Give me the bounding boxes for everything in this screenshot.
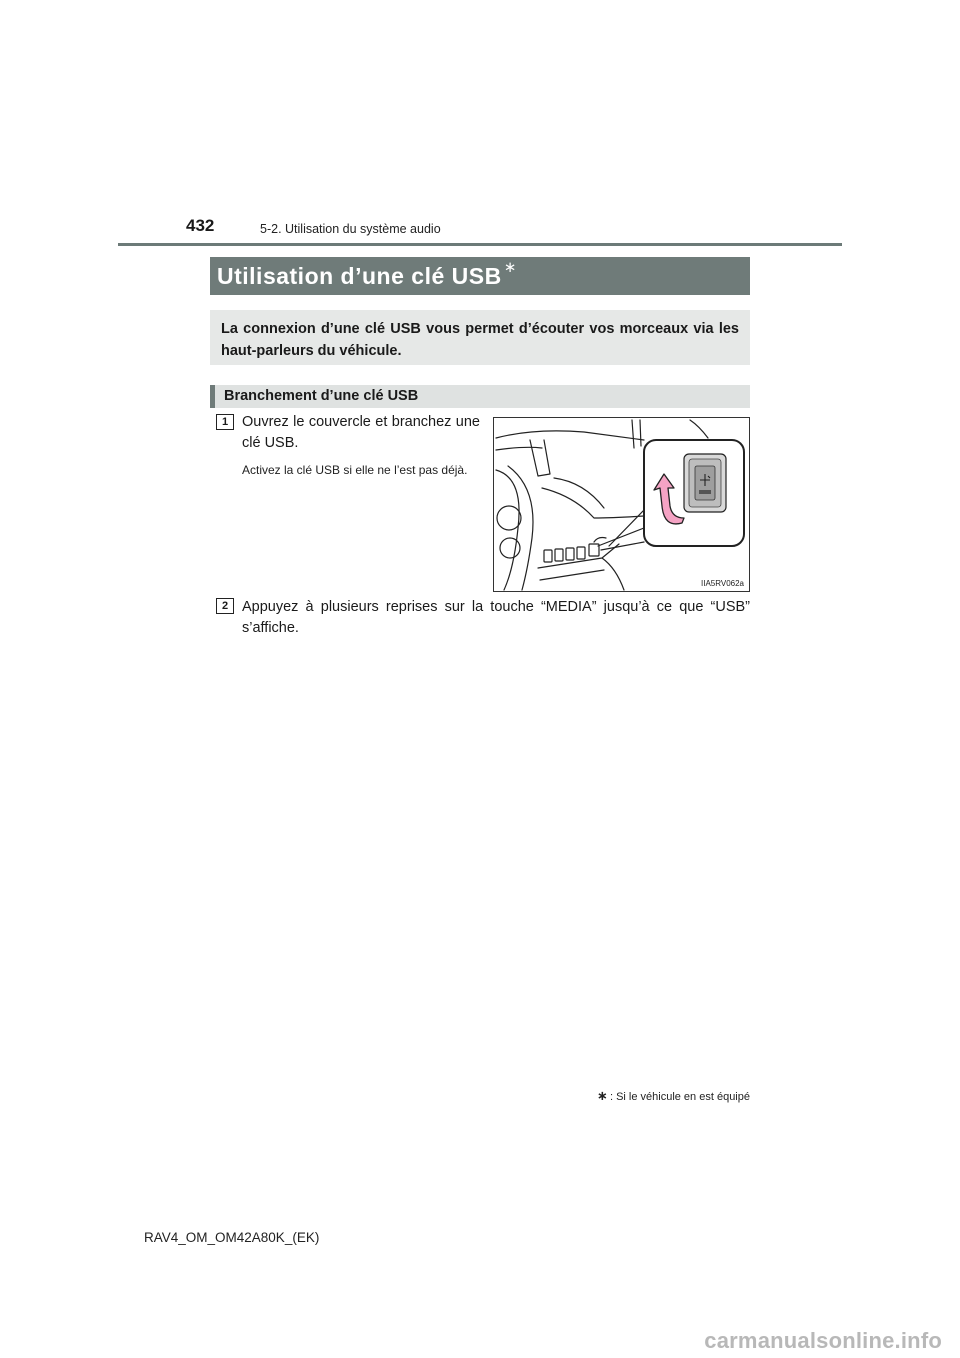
illustration-code: IIA5RV062a <box>701 579 744 588</box>
footnote-text: : Si le véhicule en est équipé <box>609 1091 750 1103</box>
section-label: 5-2. Utilisation du système audio <box>260 222 441 236</box>
title-asterisk: ∗ <box>503 259 517 276</box>
header-rule <box>118 243 842 246</box>
subheading: Branchement d’une clé USB <box>210 385 750 408</box>
page-title-text: Utilisation d’une clé USB <box>217 262 502 289</box>
step-badge-2: 2 <box>216 598 234 614</box>
footnote <box>597 1088 750 1104</box>
step-badge-1: 1 <box>216 414 234 430</box>
usb-port-icon <box>684 454 726 512</box>
step-1-text: Ouvrez le couvercle et branchez une clé USB. <box>242 414 480 451</box>
step-2-text: Appuyez à plusieurs reprises sur la touche “MEDIA” jusqu’à ce que “USB” s’affiche. <box>242 599 750 636</box>
intro-box: La connexion d’une clé USB vous permet d’écouter vos morceaux via les haut-parleurs du véhicule. <box>210 310 750 365</box>
step-1-note: Activez la clé USB si elle ne l’est pas déjà. <box>242 463 468 477</box>
page-number: 432 <box>186 216 215 235</box>
page-title <box>210 257 750 295</box>
dashboard-drawing <box>494 418 749 591</box>
site-watermark: carmanualsonline.info <box>704 1328 942 1353</box>
document-code: RAV4_OM_OM42A80K_(EK) <box>144 1230 320 1245</box>
footnote-asterisk: ∗ <box>597 1088 608 1103</box>
usb-illustration <box>493 417 750 592</box>
